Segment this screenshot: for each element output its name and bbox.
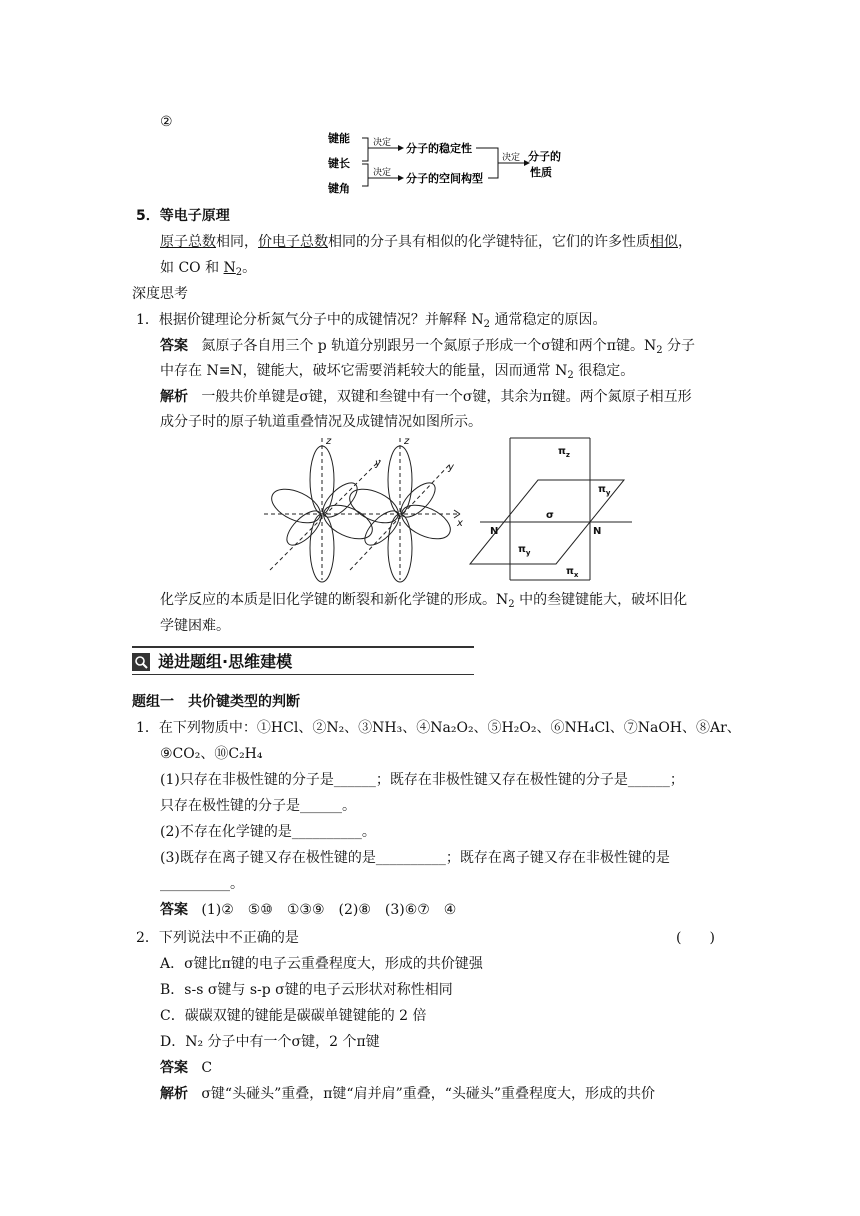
fig-n1: N	[490, 526, 499, 537]
section-5-heading: 5．等电子原理	[136, 208, 230, 224]
problem-1-line3: (1)只存在非极性键的分子是______；既存在非极性键又存在极性键的分子是______；	[160, 772, 684, 788]
flow-item-angle: 键角	[328, 182, 350, 195]
q1-answer-line2: 中存在 N≡N，键能大，破坏它需要消耗较大的能量，因而通常 $N_2$ 很稳定。	[160, 363, 635, 381]
flow-decide-1: 决定	[373, 138, 392, 148]
fig-y1: y	[375, 458, 381, 469]
flow-item-length: 键长	[328, 157, 350, 170]
orbital-overlap-figure	[260, 430, 640, 590]
q1-analysis-line1: 解析 一般共价单键是σ键，双键和叁键中有一个σ键，其余为π键。两个氮原子相互形	[160, 389, 692, 405]
problem-1-line2: ⑨CO₂、⑩C₂H₄	[160, 746, 263, 762]
section-5-line1: 原子总数相同，价电子总数相同的分子具有相似的化学键特征，它们的许多性质相似，	[160, 234, 692, 250]
fig-z2: z	[404, 436, 410, 447]
problem-1-line4: 只存在极性键的分子是______。	[160, 798, 356, 814]
q1-conclusion-line1: 化学反应的本质是旧化学键的断裂和新化学键的形成。$N_2$ 中的叁键键能大，破坏旧化	[160, 592, 688, 610]
problem-1-answer: 答案 (1)② ⑤⑩ ①③⑨ (2)⑧ (3)⑥⑦ ④	[160, 902, 457, 918]
fig-pi-x: $\pi_x$	[566, 566, 579, 579]
fig-pi-y1: $\pi_y$	[598, 484, 611, 497]
flow-result-2: 性质	[530, 166, 552, 179]
fig-pi-z: $\pi_z$	[558, 446, 570, 459]
section-5-line2: 如 CO 和 $N_2$。	[160, 260, 257, 278]
magnifier-icon	[132, 653, 150, 671]
q1-answer-line1: 答案 氮原子各自用三个 p 轨道分别跟另一个氮原子形成一个σ键和两个π键。$N_2$ 分子	[160, 338, 696, 356]
fig-x: x	[457, 518, 463, 529]
deep-thinking-label: 深度思考	[132, 286, 188, 302]
flow-item-energy: 键能	[328, 132, 350, 145]
flow-shape: 分子的空间构型	[406, 172, 483, 185]
flow-decide-2: 决定	[373, 168, 392, 178]
flow-diagram	[326, 128, 566, 198]
problem-1-line6: (3)既存在离子键又存在极性键的是__________；既存在离子键又存在非极性键的是	[160, 850, 670, 866]
option-b: B．s-s σ键与 s-p σ键的电子云形状对称性相同	[160, 982, 453, 998]
problem-1-line5: (2)不存在化学键的是__________。	[160, 824, 376, 840]
problem-2-analysis: 解析 σ键“头碰头”重叠，π键“肩并肩”重叠，“头碰头”重叠程度大，形成的共价	[160, 1086, 656, 1102]
q1-analysis-line2: 成分子时的原子轨道重叠情况及成键情况如图所示。	[160, 414, 482, 430]
fig-pi-y2: $\pi_y$	[518, 544, 531, 557]
flow-result-1: 分子的	[528, 150, 561, 163]
q1-conclusion-line2: 学键困难。	[160, 618, 230, 634]
fig-n2: N	[593, 526, 602, 537]
flow-stability: 分子的稳定性	[406, 142, 472, 155]
problem-1-line1: 1．在下列物质中：①HCl、②N₂、③NH₃、④Na₂O₂、⑤H₂O₂、⑥NH₄Cl、⑦NaOH、⑧Ar、	[136, 720, 741, 736]
section-title: 递进题组·思维建模	[158, 652, 293, 671]
answer-paren: ( )	[676, 930, 715, 946]
question-1: 1．根据价键理论分析氮气分子中的成键情况？并解释 $N_2$ 通常稳定的原因。	[136, 312, 607, 330]
option-a: A．σ键比π键的电子云重叠程度大，形成的共价键强	[160, 956, 483, 972]
problem-2-stem: 2．下列说法中不正确的是	[136, 930, 299, 946]
circled-number: ②	[160, 114, 173, 130]
group-1-title: 题组一 共价键类型的判断	[132, 694, 300, 710]
fig-y2: y	[448, 462, 454, 473]
problem-2-answer: 答案 C	[160, 1060, 213, 1076]
problem-1-line7: __________。	[160, 876, 244, 892]
fig-z1: z	[326, 436, 332, 447]
flow-decide-3: 决定	[502, 153, 521, 163]
option-d: D．N₂ 分子中有一个σ键，2 个π键	[160, 1034, 380, 1050]
fig-sigma: σ	[546, 510, 554, 521]
option-c: C．碳碳双键的键能是碳碳单键键能的 2 倍	[160, 1008, 427, 1024]
